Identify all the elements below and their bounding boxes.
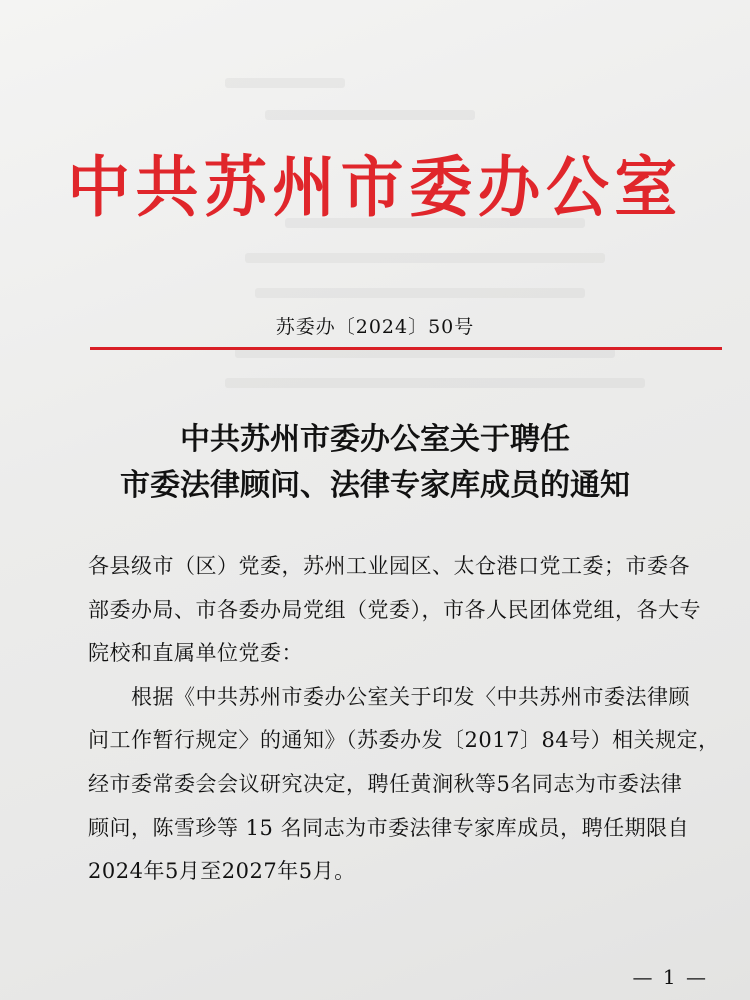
body-line: 顾问，陈雪珍等 15 名同志为市委法律专家库成员，聘任期限自 (88, 816, 690, 840)
body-line: 各县级市（区）党委，苏州工业园区、太仓港口党工委；市委各 (88, 554, 690, 578)
body-line: 2024年5月至2027年5月。 (88, 859, 356, 883)
page-number: — 1 — (632, 965, 708, 989)
body-line: 经市委常委会会议研究决定，聘任黄涧秋等5名同志为市委法律 (88, 772, 683, 796)
notice-title-line-1: 中共苏州市委办公室关于聘任 (180, 422, 570, 457)
body-line: 根据《中共苏州市委办公室关于印发〈中共苏州市委法律顾 (88, 685, 690, 709)
body-line: 部委办局、市各委办局党组（党委），市各人民团体党组，各大专 (88, 598, 701, 622)
issuer-header-title: 中共苏州市委办公室 (67, 149, 683, 226)
notice-title-line-2: 市委法律顾问、法律专家库成员的通知 (120, 468, 630, 503)
body-line: 院校和直属单位党委： (88, 641, 303, 665)
bleed-through-text (225, 78, 685, 408)
red-divider-line (90, 347, 722, 350)
document-number: 苏委办〔2024〕50号 (275, 316, 475, 338)
body-line: 问工作暂行规定〉的通知》（苏委办发〔2017〕84号）相关规定， (88, 728, 720, 752)
